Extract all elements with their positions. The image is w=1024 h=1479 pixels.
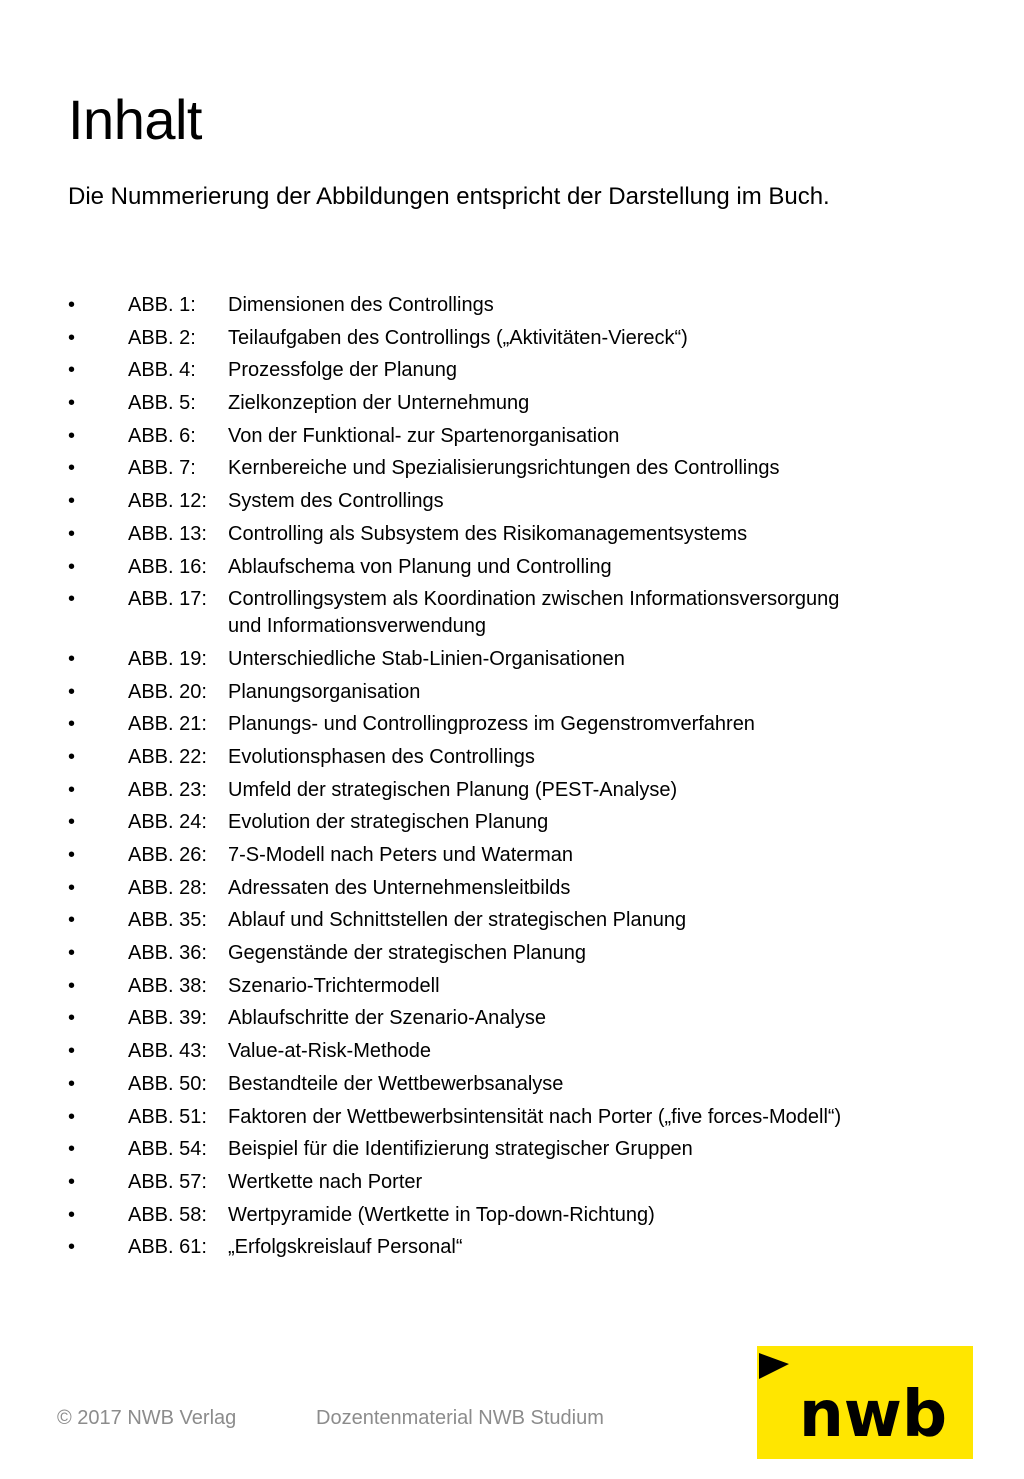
figure-number: ABB. 6: — [128, 424, 196, 447]
figure-number: ABB. 61: — [128, 1236, 207, 1259]
figure-title: Planungs- und Controllingprozess im Gegenstromverfahren — [228, 713, 755, 736]
figure-title: Umfeld der strategischen Planung (PEST-Analyse) — [228, 778, 678, 801]
bullet-icon: • — [68, 588, 76, 611]
figure-number: ABB. 36: — [128, 942, 207, 965]
figure-title: Gegenstände der strategischen Planung — [228, 942, 587, 965]
figure-title: Szenario-Trichtermodell — [228, 974, 440, 997]
bullet-icon: • — [68, 294, 76, 316]
bullet-icon: • — [68, 942, 76, 965]
bullet-icon: • — [68, 1007, 76, 1030]
bullet-icon: • — [68, 359, 76, 382]
bullet-icon: • — [68, 1170, 76, 1193]
list-item — [68, 390, 968, 417]
list-item — [68, 521, 968, 548]
list-item — [68, 711, 968, 738]
figure-title: Planungsorganisation — [228, 680, 421, 703]
figure-number: ABB. 5: — [128, 392, 196, 415]
figure-title: System des Controllings — [228, 490, 444, 513]
figure-title: Controllingsystem als Koordination zwischen Informationsversorgung und Informationsverwendung — [228, 588, 840, 638]
figure-number: ABB. 28: — [128, 876, 207, 899]
figure-title: Kernbereiche und Spezialisierungsrichtungen des Controllings — [228, 457, 780, 480]
figure-number: ABB. 24: — [128, 811, 207, 834]
list-item — [68, 292, 968, 319]
bullet-icon: • — [68, 909, 76, 932]
bullet-icon: • — [68, 1236, 76, 1259]
bullet-icon: • — [68, 522, 76, 545]
bullet-icon: • — [68, 424, 76, 447]
figure-list — [68, 292, 968, 1267]
figure-title: Controlling als Subsystem des Risikomanagementsystems — [228, 522, 748, 545]
list-item — [68, 646, 968, 673]
figure-number: ABB. 35: — [128, 909, 207, 932]
figure-number: ABB. 17: — [128, 588, 207, 611]
figure-title: Ablaufschritte der Szenario-Analyse — [228, 1007, 546, 1030]
bullet-icon: • — [68, 555, 76, 578]
figure-title: Ablauf und Schnittstellen der strategischen Planung — [228, 909, 687, 932]
figure-number: ABB. 2: — [128, 326, 196, 349]
list-item — [68, 1202, 968, 1229]
list-item — [68, 1136, 968, 1163]
bullet-icon: • — [68, 1203, 76, 1226]
nwb-logo — [757, 1346, 973, 1459]
list-item — [68, 1169, 968, 1196]
figure-number: ABB. 26: — [128, 844, 207, 866]
figure-number: ABB. 39: — [128, 1007, 207, 1030]
figure-title: Von der Funktional- zur Spartenorganisation — [228, 424, 620, 447]
figure-title: Teilaufgaben des Controllings („Aktivitäten-Viereck“) — [228, 326, 688, 349]
bullet-icon: • — [68, 811, 76, 834]
figure-number: ABB. 19: — [128, 647, 207, 670]
figure-title: Dimensionen des Controllings — [228, 294, 494, 316]
bullet-icon: • — [68, 713, 76, 736]
list-item — [68, 586, 968, 640]
list-item — [68, 554, 968, 581]
footer-copyright: © 2017 NWB Verlag — [57, 1407, 237, 1429]
bullet-icon: • — [68, 1040, 76, 1063]
list-item — [68, 1234, 968, 1261]
bullet-icon: • — [68, 745, 76, 768]
figure-title: Evolution der strategischen Planung — [228, 811, 549, 834]
list-item — [68, 1071, 968, 1098]
bullet-icon: • — [68, 457, 76, 480]
figure-number: ABB. 16: — [128, 555, 207, 578]
figure-title: Faktoren der Wettbewerbsintensität nach Porter („five forces-Modell“) — [228, 1105, 842, 1128]
bullet-icon: • — [68, 680, 76, 703]
figure-number: ABB. 4: — [128, 359, 196, 382]
list-item — [68, 325, 968, 352]
bullet-icon: • — [68, 844, 76, 866]
list-item — [68, 744, 968, 771]
bullet-icon: • — [68, 490, 76, 513]
figure-title: Value-at-Risk-Methode — [228, 1040, 432, 1063]
figure-title: Unterschiedliche Stab-Linien-Organisationen — [228, 647, 625, 670]
figure-number: ABB. 22: — [128, 745, 207, 768]
figure-title: Ablaufschema von Planung und Controlling — [228, 555, 612, 578]
figure-number: ABB. 1: — [128, 294, 196, 316]
figure-number: ABB. 13: — [128, 522, 207, 545]
list-item — [68, 1038, 968, 1065]
figure-title: „Erfolgskreislauf Personal“ — [228, 1236, 463, 1259]
figure-title: Adressaten des Unternehmensleitbilds — [228, 876, 571, 899]
nwb-logo-graphic — [757, 1346, 973, 1459]
figure-title: Wertkette nach Porter — [228, 1170, 423, 1193]
list-item — [68, 940, 968, 967]
list-item — [68, 1005, 968, 1032]
bullet-icon: • — [68, 974, 76, 997]
page-title: Inhalt — [68, 88, 202, 151]
figure-number: ABB. 57: — [128, 1170, 207, 1193]
list-item — [68, 907, 968, 934]
figure-number: ABB. 12: — [128, 490, 207, 513]
bullet-icon: • — [68, 1105, 76, 1128]
bullet-icon: • — [68, 1138, 76, 1161]
bullet-icon: • — [68, 326, 76, 349]
figure-title: 7-S-Modell nach Peters und Waterman — [228, 844, 573, 866]
figure-number: ABB. 7: — [128, 457, 196, 480]
bullet-icon: • — [68, 647, 76, 670]
page-subtitle: Die Nummerierung der Abbildungen entspricht der Darstellung im Buch. — [68, 183, 830, 210]
footer-course-material: Dozentenmaterial NWB Studium — [316, 1407, 604, 1429]
figure-number: ABB. 21: — [128, 713, 207, 736]
figure-number: ABB. 23: — [128, 778, 207, 801]
list-item — [68, 809, 968, 836]
list-item — [68, 357, 968, 384]
figure-title: Beispiel für die Identifizierung strategischer Gruppen — [228, 1138, 693, 1161]
list-item — [68, 423, 968, 450]
bullet-icon: • — [68, 778, 76, 801]
list-item — [68, 488, 968, 515]
list-item — [68, 875, 968, 902]
bullet-icon: • — [68, 876, 76, 899]
figure-title: Wertpyramide (Wertkette in Top-down-Richtung) — [228, 1203, 655, 1226]
figure-number: ABB. 51: — [128, 1105, 207, 1128]
figure-title: Prozessfolge der Planung — [228, 359, 458, 382]
figure-title: Zielkonzeption der Unternehmung — [228, 392, 530, 415]
list-item — [68, 455, 968, 482]
figure-title: Bestandteile der Wettbewerbsanalyse — [228, 1072, 564, 1095]
figure-number: ABB. 20: — [128, 680, 207, 703]
figure-title: Evolutionsphasen des Controllings — [228, 745, 535, 768]
list-item — [68, 973, 968, 1000]
flag-icon — [759, 1353, 789, 1379]
list-item — [68, 842, 968, 869]
logo-text: nwb — [799, 1378, 947, 1452]
figure-number: ABB. 50: — [128, 1072, 207, 1095]
figure-number: ABB. 58: — [128, 1203, 207, 1226]
list-item — [68, 1104, 968, 1131]
figure-number: ABB. 54: — [128, 1138, 207, 1161]
figure-number: ABB. 38: — [128, 974, 207, 997]
bullet-icon: • — [68, 392, 76, 415]
list-item — [68, 679, 968, 706]
figure-number: ABB. 43: — [128, 1040, 207, 1063]
bullet-icon: • — [68, 1072, 76, 1095]
list-item — [68, 777, 968, 804]
